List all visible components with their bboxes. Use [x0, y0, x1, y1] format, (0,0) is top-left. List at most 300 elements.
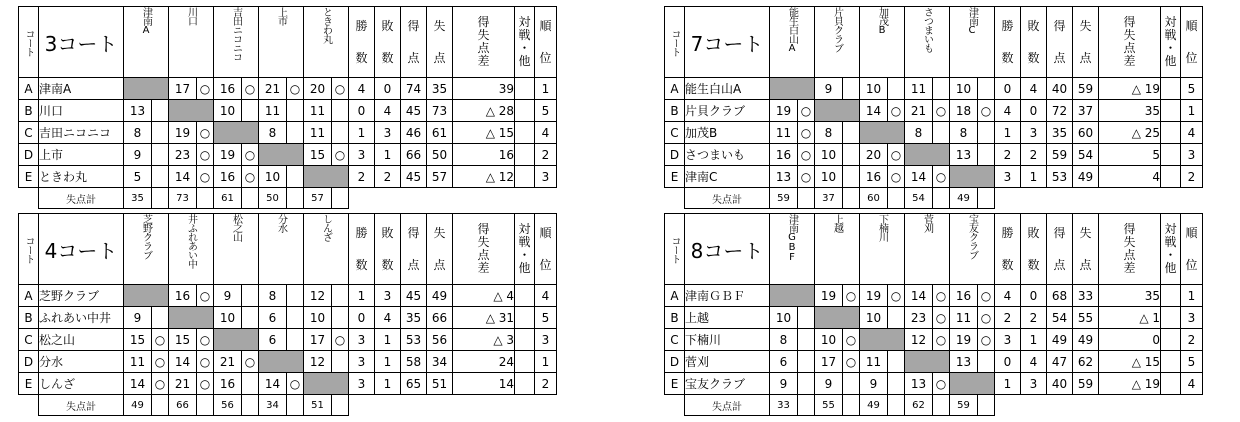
header-rank — [1181, 7, 1203, 78]
header-char: 戦 — [1164, 235, 1177, 249]
wins-value: 1 — [349, 122, 375, 144]
header-char: 敗 — [1027, 226, 1040, 240]
win-mark — [798, 351, 815, 373]
losses-value: 0 — [1021, 100, 1047, 122]
header-h2h — [515, 7, 535, 78]
team-row — [665, 329, 1203, 351]
h2h-value — [1161, 351, 1181, 373]
losses-value: 3 — [1021, 122, 1047, 144]
points-for-value: 68 — [1047, 285, 1073, 307]
losses-value: 1 — [375, 144, 401, 166]
match-score: 13 — [770, 166, 798, 188]
losses-value: 3 — [375, 285, 401, 307]
match-score: 17 — [169, 78, 197, 100]
row-letter: C — [19, 329, 39, 351]
points-against-value: 56 — [427, 329, 453, 351]
header-wins — [349, 7, 375, 78]
losses-value: 2 — [1021, 307, 1047, 329]
self-match-cell — [124, 285, 169, 307]
points-allowed-total: 55 — [815, 395, 843, 416]
row-letter: A — [19, 78, 39, 100]
win-mark — [888, 351, 905, 373]
match-score: 16 — [214, 78, 242, 100]
row-letter: B — [19, 307, 39, 329]
header-char: 点 — [433, 258, 446, 272]
win-mark: ○ — [798, 122, 815, 144]
footer-empty — [995, 395, 1203, 416]
match-score: 8 — [259, 122, 287, 144]
team-name: しんざ — [39, 373, 124, 395]
match-score: 11 — [860, 351, 888, 373]
points-for-value: 74 — [401, 78, 427, 100]
win-mark — [798, 307, 815, 329]
opponent-name: 加茂B — [876, 7, 888, 35]
team-name: 芝野クラブ — [39, 285, 124, 307]
match-score: 9 — [770, 373, 798, 395]
win-mark — [332, 307, 349, 329]
opponent-header — [770, 7, 815, 78]
match-score: 8 — [815, 122, 843, 144]
court-label — [665, 214, 685, 285]
opponent-name: 下楠川 — [876, 214, 888, 241]
header-char: 他 — [518, 261, 531, 275]
header-char: 点 — [1079, 51, 1092, 65]
opponent-name: さつまいも — [921, 7, 933, 52]
opponent-name: 芝野クラブ — [140, 214, 152, 259]
opponent-header — [770, 214, 815, 285]
team-row — [19, 100, 557, 122]
point-diff-value: △ 31 — [453, 307, 515, 329]
win-mark — [843, 373, 860, 395]
match-score: 23 — [169, 144, 197, 166]
point-diff-value: 4 — [1099, 166, 1161, 188]
h2h-value — [1161, 122, 1181, 144]
match-score: 21 — [905, 100, 933, 122]
win-mark — [287, 285, 304, 307]
losses-value: 4 — [375, 100, 401, 122]
opponent-name: 菅刈 — [921, 214, 933, 232]
points-against-value: 54 — [1073, 144, 1099, 166]
row-letter: D — [665, 144, 685, 166]
points-allowed-total: 33 — [770, 395, 798, 416]
match-score: 14 — [259, 373, 287, 395]
match-score: 19 — [770, 100, 798, 122]
match-score: 9 — [124, 144, 152, 166]
points-for-value: 40 — [1047, 373, 1073, 395]
point-diff-value: △ 19 — [1099, 78, 1161, 100]
header-char: 得 — [477, 222, 490, 236]
opponent-name: 宝友クラブ — [966, 214, 978, 259]
match-score: 18 — [950, 100, 978, 122]
match-score: 14 — [905, 166, 933, 188]
opponent-name: 松之山 — [230, 214, 242, 241]
opponent-header — [950, 214, 995, 285]
court-title: 4コート — [39, 214, 124, 285]
opponent-name: 片貝クラブ — [831, 7, 843, 52]
match-score: 15 — [304, 144, 332, 166]
h2h-value — [1161, 373, 1181, 395]
points-allowed-total-label: 失点計 — [39, 395, 124, 416]
win-mark: ○ — [197, 329, 214, 351]
win-mark — [287, 122, 304, 144]
points-against-value: 60 — [1073, 122, 1099, 144]
header-rank — [535, 7, 557, 78]
opponent-name: ときわ丸 — [320, 7, 332, 43]
win-mark — [152, 122, 169, 144]
win-mark — [332, 285, 349, 307]
header-char: 位 — [1185, 258, 1198, 272]
points-allowed-total: 66 — [169, 395, 197, 416]
rank-value: 4 — [535, 285, 557, 307]
team-row — [19, 285, 557, 307]
rank-value: 5 — [1181, 78, 1203, 100]
team-name: 松之山 — [39, 329, 124, 351]
win-mark — [978, 122, 995, 144]
rank-value: 4 — [1181, 122, 1203, 144]
opponent-header — [950, 7, 995, 78]
header-char: 失 — [1123, 28, 1136, 42]
win-mark — [798, 329, 815, 351]
header-char: 数 — [1027, 51, 1040, 65]
team-name: 津南A — [39, 78, 124, 100]
points-allowed-total: 49 — [124, 395, 152, 416]
points-against-value: 62 — [1073, 351, 1099, 373]
header-char: 失 — [477, 28, 490, 42]
h2h-value — [1161, 307, 1181, 329]
match-score: 19 — [860, 285, 888, 307]
points-allowed-total: 56 — [214, 395, 242, 416]
self-match-cell — [304, 166, 349, 188]
header-char: 差 — [1123, 54, 1136, 68]
win-mark: ○ — [978, 329, 995, 351]
points-against-value: 35 — [427, 78, 453, 100]
header-char: 差 — [1123, 261, 1136, 275]
row-letter: D — [19, 351, 39, 373]
header-char: 他 — [518, 54, 531, 68]
header-points-against — [427, 7, 453, 78]
team-name: 能生白山A — [685, 78, 770, 100]
match-score: 9 — [815, 78, 843, 100]
opponent-header — [905, 214, 950, 285]
match-score: 8 — [124, 122, 152, 144]
team-row — [665, 285, 1203, 307]
points-for-value: 47 — [1047, 351, 1073, 373]
team-name: 加茂B — [685, 122, 770, 144]
points-allowed-total-label: 失点計 — [685, 395, 770, 416]
win-mark: ○ — [843, 285, 860, 307]
self-match-cell — [860, 122, 905, 144]
win-mark — [332, 122, 349, 144]
points-for-value: 54 — [1047, 307, 1073, 329]
match-score: 19 — [950, 329, 978, 351]
h2h-value — [515, 351, 535, 373]
match-score: 14 — [860, 100, 888, 122]
footer-blank — [197, 395, 214, 416]
team-row — [19, 144, 557, 166]
match-score: 11 — [770, 122, 798, 144]
self-match-cell — [214, 122, 259, 144]
win-mark: ○ — [242, 144, 259, 166]
header-char: 失 — [1079, 19, 1092, 33]
header-diff — [453, 7, 515, 78]
rank-value: 4 — [535, 122, 557, 144]
self-match-cell — [770, 78, 815, 100]
team-name: 上越 — [685, 307, 770, 329]
rank-value: 2 — [535, 373, 557, 395]
court-table-3 — [18, 6, 557, 209]
header-char: 失 — [433, 226, 446, 240]
match-score: 11 — [259, 100, 287, 122]
court-label — [19, 7, 39, 78]
losses-value: 1 — [375, 373, 401, 395]
team-row — [665, 351, 1203, 373]
win-mark: ○ — [242, 351, 259, 373]
win-mark — [933, 78, 950, 100]
win-mark: ○ — [978, 285, 995, 307]
win-mark — [287, 166, 304, 188]
losses-value: 0 — [375, 78, 401, 100]
court-table-8 — [664, 213, 1203, 416]
opponent-header — [304, 214, 349, 285]
points-for-value: 65 — [401, 373, 427, 395]
opponent-header — [124, 7, 169, 78]
self-match-cell — [304, 373, 349, 395]
win-mark: ○ — [933, 373, 950, 395]
points-for-value: 49 — [1047, 329, 1073, 351]
point-diff-value: △ 25 — [1099, 122, 1161, 144]
wins-value: 0 — [349, 307, 375, 329]
match-score: 13 — [905, 373, 933, 395]
team-name: ふれあい中井 — [39, 307, 124, 329]
win-mark: ○ — [933, 307, 950, 329]
footer-spacer — [19, 188, 39, 209]
header-char: 失 — [433, 19, 446, 33]
header-diff — [1099, 7, 1161, 78]
points-allowed-total: 61 — [214, 188, 242, 209]
footer-blank — [978, 188, 995, 209]
self-match-cell — [950, 166, 995, 188]
team-name: ときわ丸 — [39, 166, 124, 188]
header-char: 数 — [355, 51, 368, 65]
h2h-value — [515, 100, 535, 122]
opponent-name: 津南GBF — [786, 214, 798, 262]
losses-value: 4 — [1021, 351, 1047, 373]
match-score: 12 — [304, 285, 332, 307]
match-score: 9 — [860, 373, 888, 395]
win-mark — [242, 373, 259, 395]
points-against-value: 59 — [1073, 373, 1099, 395]
header-char: 勝 — [355, 226, 368, 240]
win-mark: ○ — [843, 329, 860, 351]
header-char: 点 — [1123, 41, 1136, 55]
win-mark: ○ — [978, 307, 995, 329]
points-against-value: 49 — [1073, 329, 1099, 351]
header-losses — [375, 7, 401, 78]
points-against-value: 57 — [427, 166, 453, 188]
header-points-for — [401, 214, 427, 285]
points-for-value: 35 — [401, 307, 427, 329]
win-mark: ○ — [197, 373, 214, 395]
match-score: 10 — [214, 307, 242, 329]
rank-value: 2 — [1181, 329, 1203, 351]
match-score: 9 — [124, 307, 152, 329]
opponent-header — [169, 7, 214, 78]
team-name: 宝友クラブ — [685, 373, 770, 395]
header-char: 戦 — [518, 235, 531, 249]
header-rank — [1181, 214, 1203, 285]
team-name: 菅刈 — [685, 351, 770, 373]
win-mark: ○ — [798, 100, 815, 122]
match-score: 20 — [304, 78, 332, 100]
header-char: 失 — [477, 235, 490, 249]
win-mark — [843, 78, 860, 100]
match-score: 21 — [259, 78, 287, 100]
team-name: 津南C — [685, 166, 770, 188]
h2h-value — [1161, 166, 1181, 188]
row-letter: D — [19, 144, 39, 166]
win-mark — [978, 78, 995, 100]
header-char: 敗 — [381, 226, 394, 240]
header-char: 数 — [381, 258, 394, 272]
win-mark: ○ — [287, 373, 304, 395]
header-char: 点 — [477, 248, 490, 262]
win-mark — [843, 144, 860, 166]
wins-value: 0 — [995, 351, 1021, 373]
team-name: 片貝クラブ — [685, 100, 770, 122]
win-mark: ○ — [197, 122, 214, 144]
match-score: 12 — [905, 329, 933, 351]
footer-blank — [798, 188, 815, 209]
losses-value: 1 — [375, 329, 401, 351]
points-against-value: 33 — [1073, 285, 1099, 307]
losses-value: 1 — [1021, 166, 1047, 188]
match-score: 11 — [304, 122, 332, 144]
footer-empty — [349, 395, 557, 416]
win-mark: ○ — [888, 285, 905, 307]
points-against-value: 34 — [427, 351, 453, 373]
team-row — [19, 329, 557, 351]
header-rank — [535, 214, 557, 285]
point-diff-value: 14 — [453, 373, 515, 395]
points-for-value: 66 — [401, 144, 427, 166]
points-for-value: 72 — [1047, 100, 1073, 122]
match-score: 10 — [815, 166, 843, 188]
match-score: 17 — [304, 329, 332, 351]
team-name: 分水 — [39, 351, 124, 373]
match-score: 10 — [815, 144, 843, 166]
self-match-cell — [169, 307, 214, 329]
self-match-cell — [124, 78, 169, 100]
opponent-name: 井ふれあい中 — [185, 214, 197, 268]
win-mark: ○ — [197, 166, 214, 188]
footer-spacer — [665, 188, 685, 209]
points-against-value: 55 — [1073, 307, 1099, 329]
points-for-value: 40 — [1047, 78, 1073, 100]
match-score: 20 — [860, 144, 888, 166]
header-char: ・ — [518, 248, 531, 262]
win-mark — [843, 166, 860, 188]
header-char: ・ — [518, 41, 531, 55]
match-score: 14 — [169, 351, 197, 373]
h2h-value — [515, 166, 535, 188]
points-allowed-total: 57 — [304, 188, 332, 209]
points-for-value: 45 — [401, 100, 427, 122]
points-against-value: 61 — [427, 122, 453, 144]
point-diff-value: △ 28 — [453, 100, 515, 122]
row-letter: E — [665, 166, 685, 188]
header-char: 得 — [1053, 19, 1066, 33]
point-diff-value: 35 — [1099, 100, 1161, 122]
rank-value: 5 — [1181, 351, 1203, 373]
rank-value: 4 — [1181, 373, 1203, 395]
match-score: 16 — [214, 166, 242, 188]
rank-value: 3 — [535, 166, 557, 188]
header-char: 勝 — [1001, 19, 1014, 33]
header-char: 点 — [1079, 258, 1092, 272]
wins-value: 3 — [349, 351, 375, 373]
header-char: 順 — [539, 226, 552, 240]
opponent-header — [860, 7, 905, 78]
opponent-name: 上越 — [831, 214, 843, 232]
point-diff-value: 16 — [453, 144, 515, 166]
win-mark: ○ — [152, 329, 169, 351]
match-score: 16 — [770, 144, 798, 166]
self-match-cell — [770, 285, 815, 307]
match-score: 5 — [124, 166, 152, 188]
row-letter: C — [665, 122, 685, 144]
opponent-name: 能生白山A — [786, 7, 798, 53]
team-row — [665, 373, 1203, 395]
match-score: 13 — [950, 144, 978, 166]
win-mark: ○ — [933, 100, 950, 122]
opponent-header — [259, 7, 304, 78]
header-char: 順 — [1185, 226, 1198, 240]
win-mark: ○ — [197, 285, 214, 307]
win-mark: ○ — [888, 166, 905, 188]
header-wins — [349, 214, 375, 285]
footer-blank — [332, 395, 349, 416]
point-diff-value: 35 — [1099, 285, 1161, 307]
h2h-value — [1161, 285, 1181, 307]
header-char: 得 — [1123, 222, 1136, 236]
team-row — [19, 373, 557, 395]
header-char: 対 — [1164, 222, 1177, 236]
opponent-name: 上市 — [275, 7, 287, 25]
point-diff-value: △ 1 — [1099, 307, 1161, 329]
header-char: 失 — [1123, 235, 1136, 249]
match-score: 9 — [815, 373, 843, 395]
win-mark: ○ — [798, 166, 815, 188]
win-mark: ○ — [197, 351, 214, 373]
losses-value: 2 — [375, 166, 401, 188]
win-mark: ○ — [798, 144, 815, 166]
header-char: 戦 — [518, 28, 531, 42]
losses-value: 3 — [1021, 373, 1047, 395]
match-score: 11 — [124, 351, 152, 373]
win-mark — [332, 351, 349, 373]
team-row — [665, 166, 1203, 188]
points-allowed-total: 59 — [950, 395, 978, 416]
win-mark: ○ — [332, 144, 349, 166]
court-label-text: コート — [23, 235, 34, 263]
win-mark — [242, 285, 259, 307]
header-diff — [1099, 214, 1161, 285]
points-allowed-total: 62 — [905, 395, 933, 416]
opponent-header — [259, 214, 304, 285]
points-allowed-total: 60 — [860, 188, 888, 209]
self-match-cell — [259, 351, 304, 373]
team-row — [665, 122, 1203, 144]
